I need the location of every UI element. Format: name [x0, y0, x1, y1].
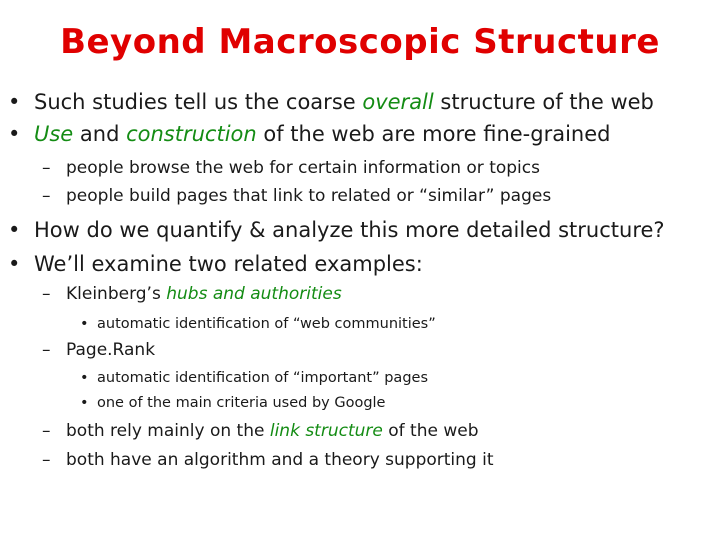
bullet-coarse-structure [8, 90, 654, 114]
dash-marker: – [42, 340, 51, 360]
bullet-marker: • [8, 218, 21, 242]
bullet-marker: • [8, 122, 21, 146]
bullet-marker: • [8, 90, 21, 114]
bullet-marker: • [80, 370, 89, 386]
sub-bullet-text: people build pages that link to related or “similar” pages [66, 186, 552, 206]
sub-bullet-text: people browse the web for certain information or topics [66, 158, 540, 178]
sub-bullet-text: of the web [382, 421, 479, 441]
sub-bullet-link-structure [42, 421, 479, 441]
emphasis-text: hubs and authorities [166, 284, 342, 304]
bullet-quantify [8, 218, 665, 242]
sub-bullet-build [42, 186, 551, 206]
bullet-text: We’ll examine two related examples: [34, 252, 423, 276]
bullet-text: Such studies tell us the coarse [34, 90, 363, 114]
emphasis-text: overall [362, 90, 434, 114]
bullet-two-examples [8, 252, 423, 276]
sub-sub-bullet-communities [80, 316, 436, 332]
bullet-marker: • [80, 316, 89, 332]
bullet-marker: • [80, 395, 89, 411]
emphasis-text: link structure [269, 421, 383, 441]
bullet-marker: • [8, 252, 21, 276]
bullet-text: and [73, 122, 127, 146]
emphasis-text: Use [34, 122, 74, 146]
slide-title: Beyond Macroscopic Structure [60, 22, 660, 62]
bullet-text: of the web are more fine-grained [256, 122, 611, 146]
bullet-text: structure of the web [433, 90, 654, 114]
dash-marker: – [42, 158, 51, 178]
sub-sub-bullet-text: automatic identification of “web communities” [97, 316, 436, 332]
sub-bullet-browse [42, 158, 540, 178]
sub-bullet-text: both have an algorithm and a theory supporting it [66, 450, 494, 470]
sub-sub-bullet-google [80, 395, 385, 411]
sub-bullet-text: Page.Rank [66, 340, 156, 360]
dash-marker: – [42, 284, 51, 304]
sub-sub-bullet-text: one of the main criteria used by Google [97, 395, 386, 411]
dash-marker: – [42, 450, 51, 470]
dash-marker: – [42, 186, 51, 206]
emphasis-text: construction [126, 122, 257, 146]
sub-bullet-text: Kleinberg’s [66, 284, 167, 304]
bullet-text: How do we quantify & analyze this more detailed structure? [34, 218, 665, 242]
sub-sub-bullet-important [80, 370, 428, 386]
sub-bullet-pagerank [42, 340, 155, 360]
sub-bullet-kleinberg [42, 284, 342, 304]
sub-bullet-algorithm-theory [42, 450, 494, 470]
dash-marker: – [42, 421, 51, 441]
bullet-fine-grained [8, 122, 611, 146]
sub-sub-bullet-text: automatic identification of “important” pages [97, 370, 428, 386]
sub-bullet-text: both rely mainly on the [66, 421, 270, 441]
